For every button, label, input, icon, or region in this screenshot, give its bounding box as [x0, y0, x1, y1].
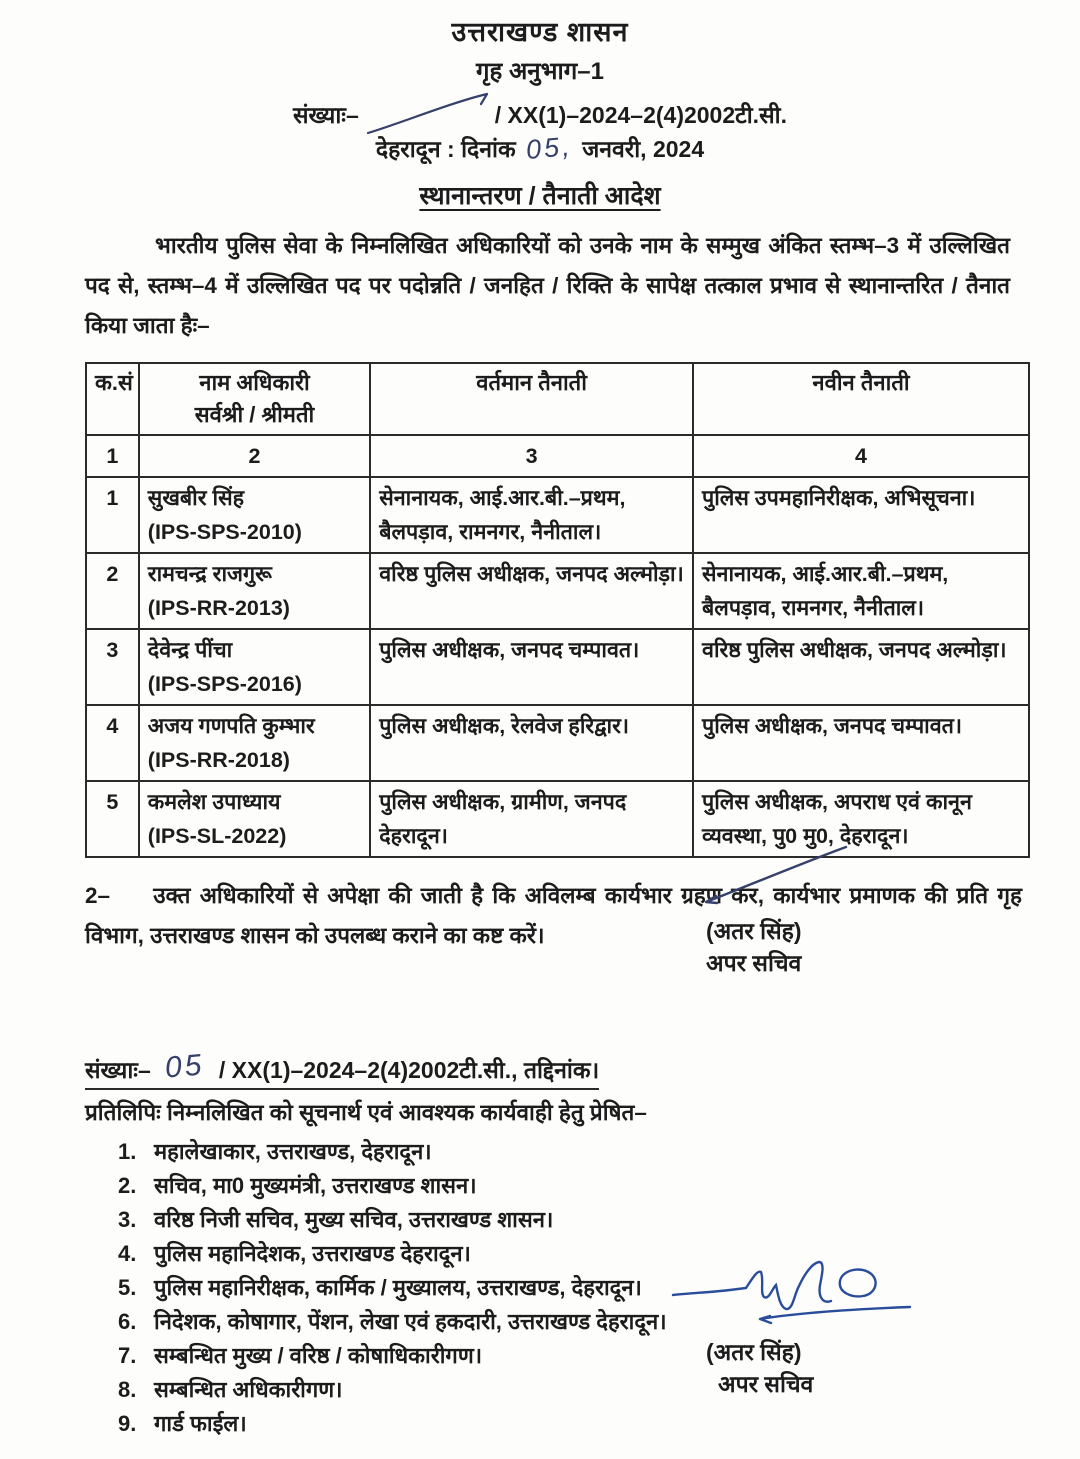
date-suffix: जनवरी, 2024	[582, 136, 705, 162]
place-date-line	[0, 132, 1080, 164]
copy-reference-value: / XX(1)–2024–2(4)2002टी.सी., तद्दिनांक।	[218, 1057, 600, 1083]
list-item	[118, 1203, 1080, 1237]
officer-name: अजय गणपति कुम्भार	[147, 714, 315, 738]
list-item	[118, 1271, 1080, 1305]
officer-name: देवेन्द्र पींचा	[147, 638, 233, 662]
reference-number-value: / XX(1)–2024–2(4)2002टी.सी.	[494, 102, 787, 128]
list-item-number: 5.	[118, 1275, 137, 1300]
handwritten-copy-number: 05	[163, 1048, 206, 1085]
list-item-text: गार्ड फाईल।	[154, 1411, 247, 1436]
officer-name: सुखबीर सिंह	[147, 486, 245, 510]
list-item	[118, 1407, 1080, 1441]
list-item-number: 3.	[118, 1207, 137, 1232]
paragraph-number: 2–	[85, 883, 111, 908]
header-serial: क.सं	[86, 363, 139, 435]
opening-paragraph: भारतीय पुलिस सेवा के निम्नलिखित अधिकारियों को उनके नाम के सम्मुख अंकित स्तम्भ–3 में उल्लिखित पद से, स्तम्भ–4 में उल्लिखित पद पर पदोन्नति / जनहित / रिक्ति के सापेक्ष तत्काल प्रभाव से स्थानान्तरित / तैनात किया जाता हैः–	[85, 233, 1010, 338]
list-item	[118, 1373, 1080, 1407]
signature-stroke-icon	[700, 842, 850, 908]
new-posting: पुलिस उपमहानिरीक्षक, अभिसूचना।	[693, 477, 1029, 553]
list-item-text: सम्बन्धित मुख्य / वरिष्ठ / कोषाधिकारीगण।	[154, 1343, 483, 1368]
list-item-text: वरिष्ठ निजी सचिव, मुख्य सचिव, उत्तराखण्ड शासन।	[154, 1207, 554, 1232]
table-row	[86, 629, 1029, 705]
officer-cadre: (IPS-RR-2013)	[147, 596, 290, 620]
table-row	[86, 705, 1029, 781]
current-posting: पुलिस अधीक्षक, रेलवेज हरिद्वार।	[370, 705, 693, 781]
list-item	[118, 1305, 1080, 1339]
signatory-name: (अतर सिंह)	[706, 918, 802, 944]
list-item-text: पुलिस महानिरीक्षक, कार्मिक / मुख्यालय, उत्तराखण्ड, देहरादून।	[154, 1275, 642, 1300]
new-posting: वरिष्ठ पुलिस अधीक्षक, जनपद अल्मोड़ा।	[693, 629, 1029, 705]
signature-block-top	[700, 842, 960, 979]
list-item-number: 9.	[118, 1411, 137, 1436]
column-number-3: 3	[370, 435, 693, 477]
table-row	[86, 477, 1029, 553]
list-item-number: 1.	[118, 1139, 137, 1164]
current-posting: वरिष्ठ पुलिस अधीक्षक, जनपद अल्मोड़ा।	[370, 553, 693, 629]
row-officer	[139, 705, 370, 781]
government-name: उत्तराखण्ड शासन	[451, 17, 629, 47]
column-number-row	[86, 435, 1029, 477]
copy-reference-label: संख्याः–	[85, 1057, 151, 1083]
signatory-name: (अतर सिंह)	[706, 1339, 802, 1365]
copies-list	[118, 1135, 1080, 1441]
officer-name: रामचन्द्र राजगुरू	[147, 562, 272, 586]
officer-cadre: (IPS-SL-2022)	[147, 824, 287, 848]
new-posting: सेनानायक, आई.आर.बी.–प्रथम, बैलपड़ाव, रामनगर, नैनीताल।	[693, 553, 1029, 629]
order-title: स्थानान्तरण / तैनाती आदेश	[419, 182, 661, 210]
list-item-text: सचिव, मा0 मुख्यमंत्री, उत्तराखण्ड शासन।	[154, 1173, 477, 1198]
instruction-text: उक्त अधिकारियों से अपेक्षा की जाती है कि अविलम्ब कार्यभार ग्रहण कर, कार्यभार प्रमाणक की प्रति गृह विभाग, उत्तराखण्ड शासन को उपलब्ध कराने का कष्ट करें।	[85, 883, 1022, 948]
officer-cadre: (IPS-SPS-2010)	[147, 520, 302, 544]
copies-intro: प्रतिलिपिः निम्नलिखित को सूचनार्थ एवं आवश्यक कार्यवाही हेतु प्रेषित–	[85, 1100, 647, 1125]
row-serial: 5	[86, 781, 139, 857]
column-number-2: 2	[139, 435, 370, 477]
list-item-text: सम्बन्धित अधिकारीगण।	[154, 1377, 343, 1402]
list-item-text: निदेशक, कोषागार, पेंशन, लेखा एवं हकदारी, उत्तराखण्ड देहरादून।	[154, 1309, 667, 1334]
department-section: गृह अनुभाग–1	[476, 58, 604, 85]
column-number-4: 4	[693, 435, 1029, 477]
header-new-posting: नवीन तैनाती	[693, 363, 1029, 435]
officer-name: कमलेश उपाध्याय	[147, 790, 281, 814]
handwritten-date: 05,	[524, 131, 574, 165]
table-header-row	[86, 363, 1029, 435]
reference-number-label: संख्याः–	[293, 102, 359, 128]
letterhead	[0, 0, 1080, 212]
row-officer	[139, 477, 370, 553]
handwritten-slash-icon	[365, 90, 493, 136]
reference-number-line	[0, 90, 1080, 130]
transfer-table	[85, 362, 1030, 858]
row-officer	[139, 629, 370, 705]
place-date-prefix: देहरादून : दिनांक	[375, 136, 516, 162]
officer-cadre: (IPS-RR-2018)	[147, 748, 290, 772]
list-item-number: 4.	[118, 1241, 137, 1266]
row-serial: 3	[86, 629, 139, 705]
list-item-text: महालेखाकार, उत्तराखण्ड, देहरादून।	[154, 1139, 432, 1164]
header-officer-name: नाम अधिकारी सर्वश्री / श्रीमती	[139, 363, 370, 435]
row-officer	[139, 781, 370, 857]
list-item	[118, 1169, 1080, 1203]
current-posting: पुलिस अधीक्षक, ग्रामीण, जनपद देहरादून।	[370, 781, 693, 857]
table-row	[86, 553, 1029, 629]
row-serial: 4	[86, 705, 139, 781]
copy-reference-line	[85, 1048, 1080, 1090]
list-item	[118, 1237, 1080, 1271]
new-posting: पुलिस अधीक्षक, अपराध एवं कानून व्यवस्था, पु0 मु0, देहरादून।	[693, 781, 1029, 857]
list-item	[118, 1135, 1080, 1169]
column-number-1: 1	[86, 435, 139, 477]
row-serial: 2	[86, 553, 139, 629]
signatory-designation: अपर सचिव	[718, 1371, 814, 1397]
signatory-designation: अपर सचिव	[706, 950, 802, 976]
current-posting: सेनानायक, आई.आर.बी.–प्रथम, बैलपड़ाव, रामनगर, नैनीताल।	[370, 477, 693, 553]
signature-block-bottom	[668, 1255, 928, 1400]
list-item-text: पुलिस महानिदेशक, उत्तराखण्ड देहरादून।	[154, 1241, 471, 1266]
list-item-number: 2.	[118, 1173, 137, 1198]
officer-cadre: (IPS-SPS-2016)	[147, 672, 302, 696]
list-item-number: 7.	[118, 1343, 137, 1368]
list-item-number: 6.	[118, 1309, 137, 1334]
signature-scribble-icon	[668, 1255, 923, 1327]
row-officer	[139, 553, 370, 629]
row-serial: 1	[86, 477, 139, 553]
header-current-posting: वर्तमान तैनाती	[370, 363, 693, 435]
list-item	[118, 1339, 1080, 1373]
handwritten-slash-mark	[365, 90, 493, 136]
list-item-number: 8.	[118, 1377, 137, 1402]
new-posting: पुलिस अधीक्षक, जनपद चम्पावत।	[693, 705, 1029, 781]
current-posting: पुलिस अधीक्षक, जनपद चम्पावत।	[370, 629, 693, 705]
